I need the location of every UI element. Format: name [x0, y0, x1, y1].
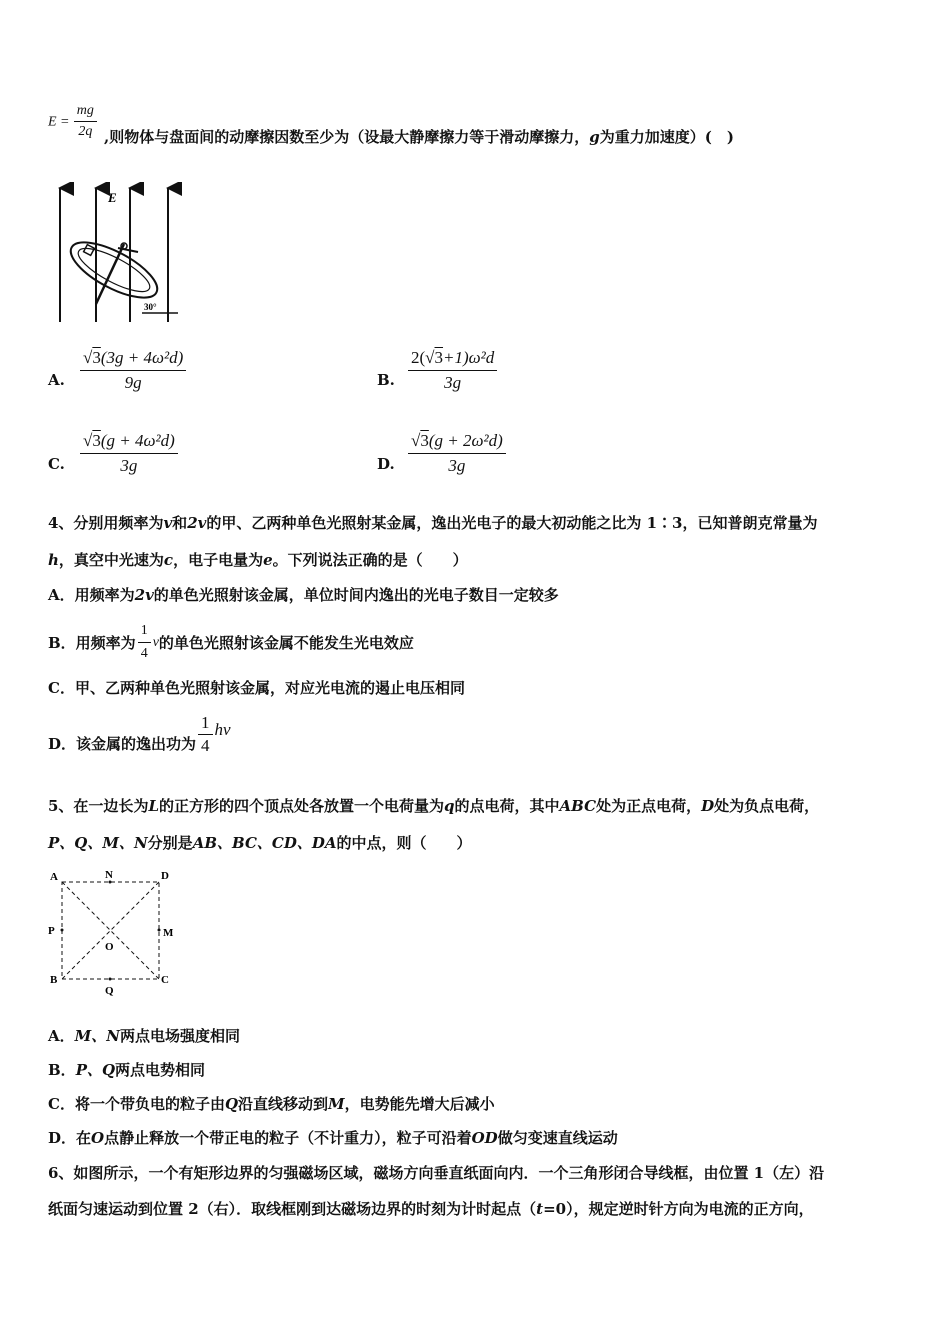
q3-option-b-value: $\frac{\text{2(√3+1)ω²d}}{3g}$ [408, 348, 497, 393]
q6-stem-line2: 纸面匀速运动到位置 2（右）．取线框刚到达磁场边界的时刻为计时起点（t=0），规定逆时针方向为电流的正方向， [48, 1200, 814, 1218]
midpoint-m: M [163, 927, 174, 939]
q3-option-b-label: B. [377, 371, 395, 389]
angle-label: 30° [144, 302, 157, 312]
vertex-a: A [50, 871, 58, 883]
object-block [84, 245, 95, 256]
square-charges-figure [46, 868, 181, 998]
vertex-b: B [50, 974, 58, 986]
q4-option-a: A．用频率为2v的单色光照射该金属，单位时间内逸出的光电子数目一定较多 [48, 586, 559, 604]
disk [63, 232, 165, 309]
q3-option-c-label: C. [48, 455, 65, 473]
q5-stem-line1: 5、在一边长为L的正方形的四个顶点处各放置一个电荷量为q的点电荷，其中ABC处为正点电荷，D处为负点电荷， [48, 797, 820, 815]
vertex-c: C [161, 974, 169, 986]
q4-option-d: D．该金属的逸出功为 $\frac{1}{4}$ hν [48, 713, 231, 755]
q5-stem-line2: P、Q、M、N分别是AB、BC、CD、DA的中点，则（ ） [48, 834, 472, 852]
vertex-d: D [161, 870, 169, 882]
q5-option-d: D．在O点静止释放一个带正电的粒子（不计重力），粒子可沿着OD做匀变速直线运动 [48, 1129, 618, 1147]
field-label: E [108, 190, 117, 205]
q4-stem-line2: h，真空中光速为c，电子电量为e。下列说法正确的是（ ） [48, 551, 468, 569]
q3-option-d-value: $\frac{\text{√3(g + 2ω²d)}}{3g}$ [408, 431, 506, 476]
field-formula: E = $\frac{mg}{2q}$ [48, 103, 97, 140]
q5-option-c: C．将一个带负电的粒子由Q沿直线移动到M，电势能先增大后减小 [48, 1095, 495, 1113]
midpoint-p: P [48, 925, 55, 937]
midpoint-q: Q [105, 985, 114, 997]
q5-option-a: A．M、N两点电场强度相同 [48, 1027, 240, 1045]
q4-option-c: C．甲、乙两种单色光照射该金属，对应光电流的遏止电压相同 [48, 679, 465, 697]
rotation-axis [96, 244, 124, 304]
q3-stem-text: ,则物体与盘面间的动摩擦因数至少为（设最大静摩擦力等于滑动摩擦力，g为重力加速度）( ) [104, 128, 734, 146]
q3-option-a-value: $\frac{\text{√3(3g + 4ω²d)}}{9g}$ [80, 348, 186, 393]
q4-stem-line1: 4、分别用频率为v和2v的甲、乙两种单色光照射某金属，逸出光电子的最大初动能之比为 1∶3，已知普朗克常量为 [48, 514, 818, 532]
center-o: O [105, 941, 114, 953]
tilted-disk-figure [52, 182, 182, 327]
midpoint-n: N [105, 869, 113, 881]
q3-option-a-label: A. [48, 371, 65, 389]
q6-stem-line1: 6、如图所示，一个有矩形边界的匀强磁场区域，磁场方向垂直纸面向内．一个三角形闭合导线框，由位置 1（左）沿 [48, 1164, 825, 1182]
q3-option-c-value: $\frac{\text{√3(g + 4ω²d)}}{3g}$ [80, 431, 178, 476]
q5-option-b: B．P、Q两点电势相同 [48, 1061, 206, 1079]
q3-option-d-label: D. [377, 455, 395, 473]
q4-option-b: B．用频率为 $\frac{1}{4}$ ν 的单色光照射该金属不能发生光电效应 [48, 623, 414, 661]
